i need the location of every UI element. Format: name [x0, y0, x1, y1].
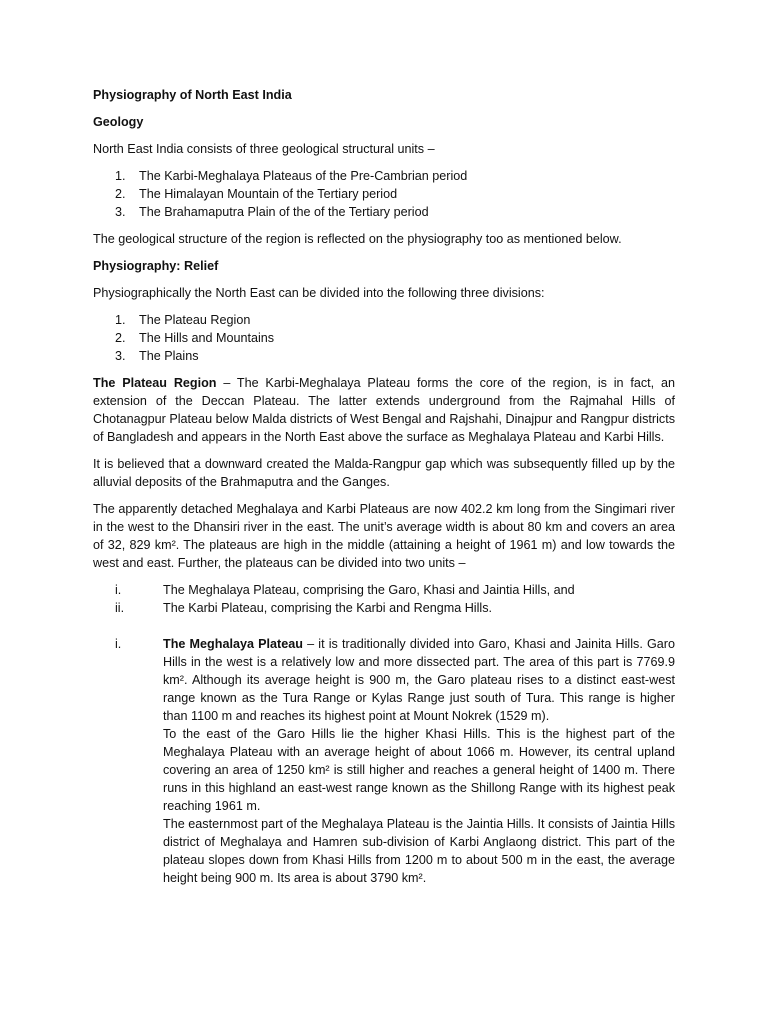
- spacer: [93, 617, 675, 635]
- relief-heading: Physiography: Relief: [93, 259, 219, 273]
- list-item: [93, 311, 675, 329]
- list-item: [93, 599, 675, 617]
- geology-closing: The geological structure of the region is reflected on the physiography too as mentioned below.: [93, 232, 622, 246]
- list-item-text: The Himalayan Mountain of the Tertiary period: [139, 187, 398, 201]
- list-item-text: The Karbi-Meghalaya Plateaus of the Pre-Cambrian period: [139, 169, 468, 183]
- list-item-text: The Brahamaputra Plain of the of the Tertiary period: [139, 205, 429, 219]
- plateau-region-paragraph: [93, 374, 675, 446]
- list-item: [93, 347, 675, 365]
- list-item: [93, 167, 675, 185]
- list-item: [93, 329, 675, 347]
- malda-gap-paragraph: It is believed that a downward created the Malda-Rangpur gap which was subsequently filled up by the alluvial deposits of the Brahmaputra and the Ganges.: [93, 457, 675, 489]
- document-title: Physiography of North East India: [93, 88, 292, 102]
- meghalaya-paragraph-garo: [163, 635, 675, 725]
- list-marker: 1.: [115, 169, 126, 183]
- list-marker: 2.: [115, 187, 126, 201]
- list-item: [93, 581, 675, 599]
- document-body: [93, 86, 675, 887]
- list-item-text: The Plains: [139, 349, 199, 363]
- meghalaya-lead: The Meghalaya Plateau: [163, 637, 303, 651]
- meghalaya-paragraph-khasi: To the east of the Garo Hills lie the higher Khasi Hills. This is the highest part of the Meghalaya Plateau with an average height of about 1066 m. However, its central upland covering an area of 1250 km² is still higher and reaches a general height of 1400 m. There runs in this highland an east-west range known as the Shillong Range with its highest peak reaching 1961 m.: [163, 727, 675, 813]
- relief-divisions-list: [93, 311, 675, 365]
- geology-intro: North East India consists of three geological structural units –: [93, 142, 435, 156]
- list-item-text: The Plateau Region: [139, 313, 251, 327]
- list-marker: 3.: [115, 349, 126, 363]
- meghalaya-plateau-section: [93, 635, 675, 887]
- geology-units-list: [93, 167, 675, 221]
- list-item-text: The Hills and Mountains: [139, 331, 275, 345]
- list-marker: i.: [115, 583, 122, 597]
- list-marker: i.: [115, 637, 122, 651]
- list-item-text: The Meghalaya Plateau, comprising the Garo, Khasi and Jaintia Hills, and: [163, 583, 575, 597]
- list-marker: 2.: [115, 331, 126, 345]
- geology-heading: Geology: [93, 115, 144, 129]
- list-marker: 3.: [115, 205, 126, 219]
- plateau-region-text: – The Karbi-Meghalaya Plateau forms the core of the region, is in fact, an extension of the Deccan Plateau. The latter extends underground from the Rajmahal Hills of Chotanagpur Plateau below Malda districts of West Bengal and Rajshahi, Dinajpur and Rangpur districts of Bangladesh and appears in the North East above the surface as Meghalaya Plateau and Karbi Hills.: [93, 376, 675, 444]
- plateau-extent-paragraph: The apparently detached Meghalaya and Karbi Plateaus are now 402.2 km long from the Singimari river in the west to the Dhansiri river in the east. The unit’s average width is about 80 km and covers an area of 32, 829 km². The plateaus are high in the middle (attaining a height of 1961 m) and low towards the west and east. Further, the plateaus can be divided into two units –: [93, 502, 675, 570]
- list-item: [93, 203, 675, 221]
- meghalaya-garo-text: – it is traditionally divided into Garo, Khasi and Jainita Hills. Garo Hills in the west is a relatively low and more dissected part. The area of this part is 7769.9 km². Although its average height is 900 m, the Garo plateau rises to a distinct east-west range known as the Tura Range or Kylas Range just south of Tura. This range is higher than 1100 m and reaches its highest point at Mount Nokrek (1529 m).: [163, 637, 675, 723]
- list-item: [93, 185, 675, 203]
- list-marker: 1.: [115, 313, 126, 327]
- relief-intro: Physiographically the North East can be divided into the following three divisions:: [93, 286, 545, 300]
- list-item-text: The Karbi Plateau, comprising the Karbi and Rengma Hills.: [163, 601, 492, 615]
- plateau-units-list: [93, 581, 675, 617]
- list-marker: ii.: [115, 601, 125, 615]
- meghalaya-paragraph-jaintia: The easternmost part of the Meghalaya Plateau is the Jaintia Hills. It consists of Jaintia Hills district of Meghalaya and Hamren sub-division of Karbi Anglaong district. This part of the plateau slopes down from Khasi Hills from 1200 m to about 500 m in the east, the average height being 900 m. Its area is about 3790 km².: [163, 817, 675, 885]
- plateau-region-lead: The Plateau Region: [93, 376, 217, 390]
